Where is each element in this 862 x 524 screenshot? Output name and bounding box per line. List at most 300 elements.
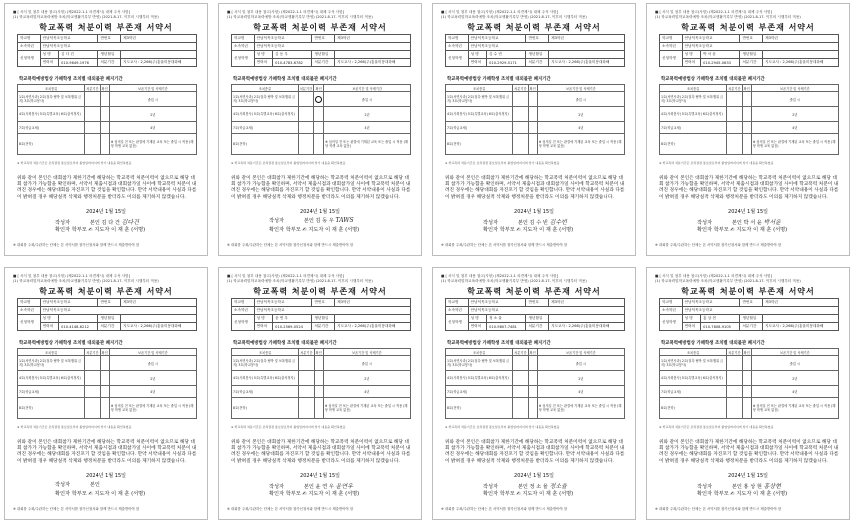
measures-table [659,84,839,155]
period-value-line1: 지도교사 : 2,266(주)홍율미봉대화해 [123,60,182,64]
sign-mark: (서명) [773,491,788,497]
row-period [513,134,528,155]
measures-table [445,84,625,155]
student-signature: 윤연우 [335,483,353,490]
row-retain: 졸업 시 [324,92,411,107]
writer-label: 작성자 [269,484,285,490]
col-kind: 조치종류 [660,85,727,92]
row-period [513,107,528,122]
table-note: ※ 학교폭력 처분기간은 조치결정 통보일로부터 졸업일까지이며 상기 내용을 확인하였음 [17,161,132,165]
student-info-table [659,298,839,331]
row-kind: 1호(서면사과) 2호(접촉·협박 및 보복행위 금지) 3호(학교봉사) [446,356,513,371]
document-footer: ※ 대회를 주최/주관하는 단체는 본 서약서를 참가신청서와 함께 반드시 제출받아야 함 [13,243,140,247]
row-period [298,92,313,107]
student-phone: 010-4148-6212 [59,323,98,331]
section-title: 학교폭력예방법상 가해학생 조치별 대외불관 폐지기간 [19,341,123,346]
confirm-label: 확인자 [483,227,499,233]
name-label: 성 명 [40,51,59,59]
confirm-text: 학부모 ✍ 지도자 [499,491,538,497]
row-period [85,92,100,107]
confirm-label: 확인자 [483,491,499,497]
grade-value: 안남덕목초등학교 [682,43,838,51]
row-retain: 졸업 시 [323,356,410,371]
row-retain: ※ 심의일 전 또는 판결에 기재된 교육 또는 졸업 시 적용 (해당 학생 교육 없음) [109,398,196,419]
student-info-table [445,34,625,67]
document-footer: ※ 대회를 주최/주관하는 단체는 본 서약서를 참가신청서와 함께 반드시 제출받아야 함 [441,507,568,511]
student-signature: 홍상현 [763,483,781,490]
row-check [314,371,323,386]
coach-name: 이 재 훈 [753,491,772,497]
birth-label: 생년월일 [98,51,121,59]
row-retain: 4년 [751,122,838,134]
table-note: ※ 학교폭력 처분기간은 조치결정 통보일로부터 졸업일까지이며 상기 내용을 확인하였음 [659,161,774,165]
header-line-1: ■ [ 서식 및 첨부 내용 참고(사항) (제2022-1-1 의견제시) 대체 주석 사항] [227,274,345,278]
grade-label: 소속학년 [18,43,41,51]
pledge-body: 위와 같이 본인은 대회참가 제한기간에 해당하는 학교폭력 처분이력이 없으므로 해당 대회 참가가 가능함을 확인하며, 서약서 제출시점과 대회참가일 사이에 학교폭력 처분이 내려진 경우에는 해당대회를 자진포기 할 것임을 확인합니다. 만약 서약내용이 사실과 다름이 밝혀질 경우 해당실적 삭제와 행정처분을 받더라도 이의를 제기하지 않겠습니다. [659,440,839,464]
writer-prefix: 본인 [517,484,528,490]
pledge-body: 위와 같이 본인은 대회참가 제한기간에 해당하는 학교폭력 처분이력이 없으므로 해당 대회 참가가 가능함을 확인하며, 서약서 제출시점과 대회참가일 사이에 학교폭력 처분이 내려진 경우에는 해당대회를 자진포기 할 것임을 확인합니다. 만약 서약내용이 사실과 다름이 밝혀질 경우 해당실적 삭제와 행정처분을 받더라도 이의를 제기하지 않겠습니다. [445,440,625,464]
pledge-body: 위와 같이 본인은 대회참가 제한기간에 해당하는 학교폭력 처분이력이 없으므로 해당 대회 참가가 가능함을 확인하며, 서약서 제출시점과 대회참가일 사이에 학교폭력 처분이 내려진 경우에는 해당대회를 자진포기 할 것임을 확인합니다. 만약 서약내용이 사실과 다름이 밝혀질 경우 해당실적 삭제와 행정처분을 받더라도 이의를 제기하지 않겠습니다. [231,440,411,464]
birth-value [121,51,197,59]
class-label: 반번호 [98,35,121,43]
row-retain: ※ 심의일 전 또는 판결에 기재된 교육 또는 졸업 시 적용 (해당 학생 교육 없음) [323,398,410,419]
period-value-line1: 지도교사 : 2,266(주)홍율미봉대화해 [337,60,396,64]
row-period [727,356,742,371]
row-period [513,386,528,398]
header-line-2: (1) 학교폭력및학교폭력예방 조치(학교생활기록부 반영) (2021.8.17. 이후의 시행부터 적용) [655,279,801,283]
row-check [100,386,109,398]
row-check [528,92,537,107]
student-phone: 010-2569-0524 [273,323,312,331]
school-value: 안남덕목초등학교 [40,35,98,43]
writer-line [697,481,781,490]
school-label: 학교명 [446,299,469,307]
col-check: 확인 [315,350,322,355]
coach-name: 이 재 훈 [325,227,344,233]
period-label: 처분기간 [98,59,121,67]
row-kind: 7호(학급교체) [660,386,727,398]
row-check [314,398,323,419]
col-period: 처분기간 [514,350,527,355]
pledge-date: 2024년 1월 15일 [514,473,554,479]
birth-label: 생년월일 [740,315,763,323]
class-label: 반번호 [526,35,549,43]
row-period [85,386,100,398]
row-period [513,92,528,107]
row-kind: 4호(사회봉사) 5호(특별교육) 6호(출석정지) [446,107,513,122]
class-label: 반번호 [312,35,335,43]
document-title: 학교폭력 처분이력 부존재 서약서 [467,23,601,32]
birth-value [335,51,411,59]
student-info-table [659,34,839,67]
writer-label: 작성자 [55,482,71,488]
class-value: 제3학년 [549,35,625,43]
row-kind: 4호(사회봉사) 5호(특별교육) 6호(출석정지) [18,371,85,386]
writer-name: 윤 연 우 [315,484,334,490]
period-value [335,323,411,331]
student-name: 김 동 우 [273,51,312,59]
row-check [742,122,751,134]
applicant-label: 신청학생 [660,51,683,67]
contact-label: 연락처 [468,323,487,331]
pledge-date: 2024년 1월 15일 [728,473,768,479]
document-header [655,10,801,20]
period-label: 처분기간 [526,59,549,67]
writer-prefix: 본인 [303,484,314,490]
row-check [100,371,109,386]
grade-value: 안남덕목초등학교 [40,307,196,315]
section-title: 학교폭력예방법상 가해학생 조치별 대외불관 폐지기간 [661,341,765,346]
contact-label: 연락처 [40,59,59,67]
row-kind: 7호(학급교체) [18,386,85,398]
coach-name: 이 재 훈 [539,491,558,497]
row-retain: ※ 심의일 전 또는 판결에 기재된 교육 또는 졸업 시 적용 (해당 학생 교육 없음) [109,134,196,155]
writer-line [697,217,781,226]
document-header [655,274,801,284]
row-check [100,356,109,371]
row-check [100,92,109,107]
contact-label: 연락처 [682,323,701,331]
table-note: ※ 학교폭력 처분기간은 조치결정 통보일로부터 졸업일까지이며 상기 내용을 확인하였음 [445,425,560,429]
coach-name: 이 재 훈 [111,491,130,497]
school-label: 학교명 [446,35,469,43]
row-check [742,107,751,122]
row-period [85,371,100,386]
document-grid [4,3,858,521]
document-header [13,274,159,284]
row-check [528,386,537,398]
writer-line [55,481,100,488]
period-label: 처분기간 [740,59,763,67]
sign-mark: (서명) [559,227,574,233]
confirm-text: 학부모 ✍ 지도자 [71,491,110,497]
row-period [727,386,742,398]
birth-label: 생년월일 [740,51,763,59]
student-signature: 박서윤 [763,219,781,226]
confirm-line [697,490,787,497]
birth-label: 생년월일 [98,315,121,323]
row-kind: 7호(학급교체) [232,122,299,134]
student-info-table [231,298,411,331]
row-retain: 2년 [537,371,624,386]
period-value-line1: 지도교사 : 2,266(주)홍율미봉대화해 [551,60,610,64]
row-period [299,371,314,386]
writer-name: 김 수 빈 [529,220,548,226]
row-check [528,122,537,134]
check-circle-icon [315,96,322,103]
student-name: 박 서 윤 [701,51,740,59]
row-retain: ※ 심의일 전 또는 판결에 기재된 교육 또는 졸업 시 적용 (해당 학생 교육 없음) [537,398,624,419]
row-retain: 4년 [323,386,410,398]
row-retain: 졸업 시 [109,92,196,107]
writer-prefix: 본인 [89,220,100,226]
col-kind: 조치종류 [232,85,299,92]
grade-value: 안남덕목초등학교 [468,43,624,51]
col-period: 처분기간 [86,350,99,355]
row-kind: 1호(서면사과) 2호(접촉·협박 및 보복행위 금지) 3호(학교봉사) [18,92,85,107]
coach-name: 이 재 훈 [753,227,772,233]
birth-value [549,51,625,59]
period-label: 처분기간 [312,323,335,331]
row-check [314,122,324,134]
grade-value: 안남덕목초등학교 [468,307,624,315]
row-check [100,107,109,122]
applicant-label: 신청학생 [232,51,255,67]
col-kind: 조치종류 [446,85,513,92]
sign-mark: (서명) [345,227,360,233]
document-title: 학교폭력 처분이력 부존재 서약서 [253,287,387,296]
confirm-line [269,490,359,497]
row-check [742,356,751,371]
document-header [227,274,373,284]
confirm-text: 학부모 ✍ 지도자 [499,227,538,233]
writer-name: 홍 상 현 [743,484,762,490]
row-retain: 2년 [323,371,410,386]
header-line-1: ■ [ 서식 및 첨부 내용 참고(사항) (제2022-1-1 의견제시) 대체 주석 사항] [13,10,131,14]
document-footer: ※ 대회를 주최/주관하는 단체는 본 서약서를 참가신청서와 함께 반드시 제출받아야 함 [227,507,354,511]
grade-label: 소속학년 [660,307,683,315]
document-title: 학교폭력 처분이력 부존재 서약서 [681,23,815,32]
document-header [441,274,587,284]
writer-prefix: 본인 [89,482,100,488]
row-retain: ※ 심의일 전 또는 판결에 기재된 교육 또는 졸업 시 적용 (해당 학생 교육 없음) [751,134,838,155]
row-check [528,371,537,386]
period-value-line1: 지도교사 : 2,266(주)홍율미봉대화해 [765,324,824,328]
pledge-page [646,267,850,520]
pledge-page [218,3,422,256]
applicant-label: 신청학생 [232,315,255,331]
row-kind: 1호(서면사과) 2호(접촉·협박 및 보복행위 금지) 3호(학교봉사) [660,356,727,371]
row-retain: 2년 [751,107,838,122]
row-period [727,134,742,155]
col-check: 확인 [315,86,322,91]
header-line-2: (1) 학교폭력및학교폭력예방 조치(학교생활기록부 반영) (2021.8.17. 이후의 시행부터 적용) [227,15,373,19]
section-title: 학교폭력예방법상 가해학생 조치별 대외불관 폐지기간 [447,77,551,82]
row-kind: 8호(전학) [18,134,85,155]
pledge-body: 위와 같이 본인은 대회참가 제한기간에 해당하는 학교폭력 처분이력이 없으므로 해당 대회 참가가 가능함을 확인하며, 서약서 제출시점과 대회참가일 사이에 학교폭력 처분이 내려진 경우에는 해당대회를 자진포기 할 것임을 확인합니다. 만약 서약내용이 사실과 다름이 밝혀질 경우 해당실적 삭제와 행정처분을 받더라도 이의를 제기하지 않겠습니다. [17,176,197,200]
writer-prefix: 본인 [731,484,742,490]
writer-line [55,217,139,226]
row-check [314,386,323,398]
col-retain: 보존기간 및 삭제기간 [751,85,838,92]
period-label: 처분기간 [740,323,763,331]
section-title: 학교폭력예방법상 가해학생 조치별 대외불관 폐지기간 [233,77,337,82]
confirm-label: 확인자 [55,227,71,233]
class-value: 제3학년 [549,299,625,307]
writer-label: 작성자 [55,220,71,226]
grade-label: 소속학년 [18,307,41,315]
grade-label: 소속학년 [660,43,683,51]
row-period [298,107,313,122]
class-value: 제3학년 [763,299,839,307]
col-retain: 보존기간 및 삭제기간 [751,349,838,356]
period-value [763,59,839,67]
coach-name: 이 재 훈 [325,491,344,497]
writer-name: 김 동 우 [315,218,334,224]
measures-table [231,84,411,155]
class-label: 반번호 [312,299,335,307]
name-label: 성 명 [254,51,273,59]
school-label: 학교명 [18,299,41,307]
row-check [314,92,324,107]
confirm-label: 확인자 [55,491,71,497]
header-line-2: (1) 학교폭력및학교폭력예방 조치(학교생활기록부 반영) (2021.8.17. 이후의 시행부터 적용) [441,279,587,283]
row-kind: 4호(사회봉사) 5호(특별교육) 6호(출석정지) [18,107,85,122]
pledge-page [646,3,850,256]
pledge-date: 2024년 1월 15일 [300,209,340,215]
row-check [314,356,323,371]
confirm-label: 확인자 [269,227,285,233]
writer-prefix: 본인 [731,220,742,226]
row-retain: 졸업 시 [751,92,838,107]
school-label: 학교명 [232,299,255,307]
row-retain: 4년 [537,122,624,134]
applicant-label: 신청학생 [18,51,41,67]
writer-name: 김 다 건 [101,220,120,226]
pledge-page [4,3,208,256]
row-period [299,398,314,419]
applicant-label: 신청학생 [660,315,683,331]
row-kind: 1호(서면사과) 2호(접촉·협박 및 보복행위 금지) 3호(학교봉사) [232,92,299,107]
class-value: 제3학년 [121,35,197,43]
document-header [441,10,587,20]
document-header [227,10,373,20]
row-period [513,356,528,371]
contact-label: 연락처 [40,323,59,331]
sign-mark: (서명) [131,491,146,497]
col-retain: 보존기간 및 삭제기간 [323,349,410,356]
section-title: 학교폭력예방법상 가해학생 조치별 대외불관 폐지기간 [661,77,765,82]
col-kind: 조치종류 [232,349,299,356]
student-name: 윤 연 우 [273,315,312,323]
confirm-text: 학부모 ✍ 지도자 [71,227,110,233]
period-value [121,323,197,331]
row-period [513,371,528,386]
class-label: 반번호 [98,299,121,307]
document-title: 학교폭력 처분이력 부존재 서약서 [253,23,387,32]
grade-value: 안남덕목초등학교 [254,307,410,315]
pledge-date: 2024년 1월 15일 [728,209,768,215]
row-period [727,398,742,419]
student-phone: 010-7808-9105 [701,323,740,331]
row-check [528,107,537,122]
writer-label: 작성자 [697,484,713,490]
measures-table [445,348,625,419]
name-label: 성 명 [468,315,487,323]
name-label: 성 명 [682,51,701,59]
measures-table [17,348,197,419]
header-line-2: (1) 학교폭력및학교폭력예방 조치(학교생활기록부 반영) (2021.8.17. 이후의 시행부터 적용) [13,15,159,19]
col-retain: 보존기간 및 삭제기간 [537,349,624,356]
col-check: 확인 [529,86,536,91]
birth-label: 생년월일 [312,315,335,323]
school-value: 안남덕목초등학교 [682,35,740,43]
col-check: 확인 [743,86,750,91]
pledge-page [432,267,636,520]
school-value: 안남덕목초등학교 [682,299,740,307]
header-line-2: (1) 학교폭력및학교폭력예방 조치(학교생활기록부 반영) (2021.8.17. 이후의 시행부터 적용) [13,279,159,283]
grade-label: 소속학년 [446,43,469,51]
applicant-label: 신청학생 [18,315,41,331]
row-kind: 7호(학급교체) [446,386,513,398]
row-check [528,356,537,371]
school-label: 학교명 [232,35,255,43]
row-retain: 졸업 시 [751,356,838,371]
row-period [298,122,313,134]
student-phone: 010-9807-7481 [487,323,526,331]
birth-value [763,315,839,323]
row-period [299,356,314,371]
student-name: 정 소 율 [487,315,526,323]
row-kind: 8호(전학) [232,398,299,419]
class-value: 제3학년 [763,35,839,43]
sign-mark: (서명) [131,227,146,233]
section-title: 학교폭력예방법상 가해학생 조치별 대외불관 폐지기간 [233,341,337,346]
writer-name: 정 소 율 [529,484,548,490]
pledge-date: 2024년 1월 15일 [86,209,126,215]
class-label: 반번호 [740,299,763,307]
writer-label: 작성자 [269,218,285,224]
grade-value: 안남덕목초등학교 [682,307,838,315]
header-line-1: ■ [ 서식 및 첨부 내용 참고(사항) (제2022-1-1 의견제시) 대체 주석 사항] [13,274,131,278]
pledge-page [432,3,636,256]
document-footer: ※ 대회를 주최/주관하는 단체는 본 서약서를 참가신청서와 함께 반드시 제출받아야 함 [13,507,140,511]
row-kind: 8호(전학) [446,134,513,155]
header-line-1: ■ [ 서식 및 첨부 내용 참고(사항) (제2022-1-1 의견제시) 대체 주석 사항] [227,10,345,14]
row-period [727,92,742,107]
period-value [549,323,625,331]
class-value: 제3학년 [121,299,197,307]
pledge-body: 위와 같이 본인은 대회참가 제한기간에 해당하는 학교폭력 처분이력이 없으므로 해당 대회 참가가 가능함을 확인하며, 서약서 제출시점과 대회참가일 사이에 학교폭력 처분이 내려진 경우에는 해당대회를 자진포기 할 것임을 확인합니다. 만약 서약내용이 사실과 다름이 밝혀질 경우 해당실적 삭제와 행정처분을 받더라도 이의를 제기하지 않겠습니다. [659,176,839,200]
confirm-line [55,226,145,233]
row-kind: 8호(전학) [18,398,85,419]
period-label: 처분기간 [98,323,121,331]
period-label: 처분기간 [312,59,335,67]
confirm-text: 학부모 ✍ 지도자 [285,227,324,233]
writer-prefix: 본인 [303,218,314,224]
class-label: 반번호 [526,299,549,307]
row-period [727,107,742,122]
student-phone: 010-4783-6782 [273,59,312,67]
row-kind: 1호(서면사과) 2호(접촉·협박 및 보복행위 금지) 3호(학교봉사) [446,92,513,107]
row-kind: 8호(전학) [232,134,299,155]
row-retain: 2년 [751,371,838,386]
col-period: 처분기간 [514,86,527,91]
period-value-line1: 지도교사 : 2,266(주)홍율미봉대화해 [337,324,396,328]
row-check [742,386,751,398]
row-retain: 2년 [324,107,411,122]
pledge-body: 위와 같이 본인은 대회참가 제한기간에 해당하는 학교폭력 처분이력이 없으므로 해당 대회 참가가 가능함을 확인하며, 서약서 제출시점과 대회참가일 사이에 학교폭력 처분이 내려진 경우에는 해당대회를 자진포기 할 것임을 확인합니다. 만약 서약내용이 사실과 다름이 밝혀질 경우 해당실적 삭제와 행정처분을 받더라도 이의를 제기하지 않겠습니다. [17,440,197,464]
birth-value [335,315,411,323]
header-line-2: (1) 학교폭력및학교폭력예방 조치(학교생활기록부 반영) (2021.8.17. 이후의 시행부터 적용) [441,15,587,19]
table-note: ※ 학교폭력 처분기간은 조치결정 통보일로부터 졸업일까지이며 상기 내용을 확인하였음 [659,425,774,429]
name-label: 성 명 [682,315,701,323]
birth-label: 생년월일 [526,51,549,59]
col-check: 확인 [743,350,750,355]
birth-label: 생년월일 [526,315,549,323]
header-line-2: (1) 학교폭력및학교폭력예방 조치(학교생활기록부 반영) (2021.8.17. 이후의 시행부터 적용) [227,279,373,283]
row-retain: 4년 [109,122,196,134]
student-phone: 010-2929-5171 [487,59,526,67]
document-footer: ※ 대회를 주최/주관하는 단체는 본 서약서를 참가신청서와 함께 반드시 제출받아야 함 [655,243,782,247]
writer-line [483,481,567,490]
confirm-text: 학부모 ✍ 지도자 [285,491,324,497]
name-label: 성 명 [468,51,487,59]
row-check [742,398,751,419]
writer-prefix: 본인 [517,220,528,226]
col-kind: 조치종류 [18,85,85,92]
col-period: 처분기간 [300,350,313,355]
